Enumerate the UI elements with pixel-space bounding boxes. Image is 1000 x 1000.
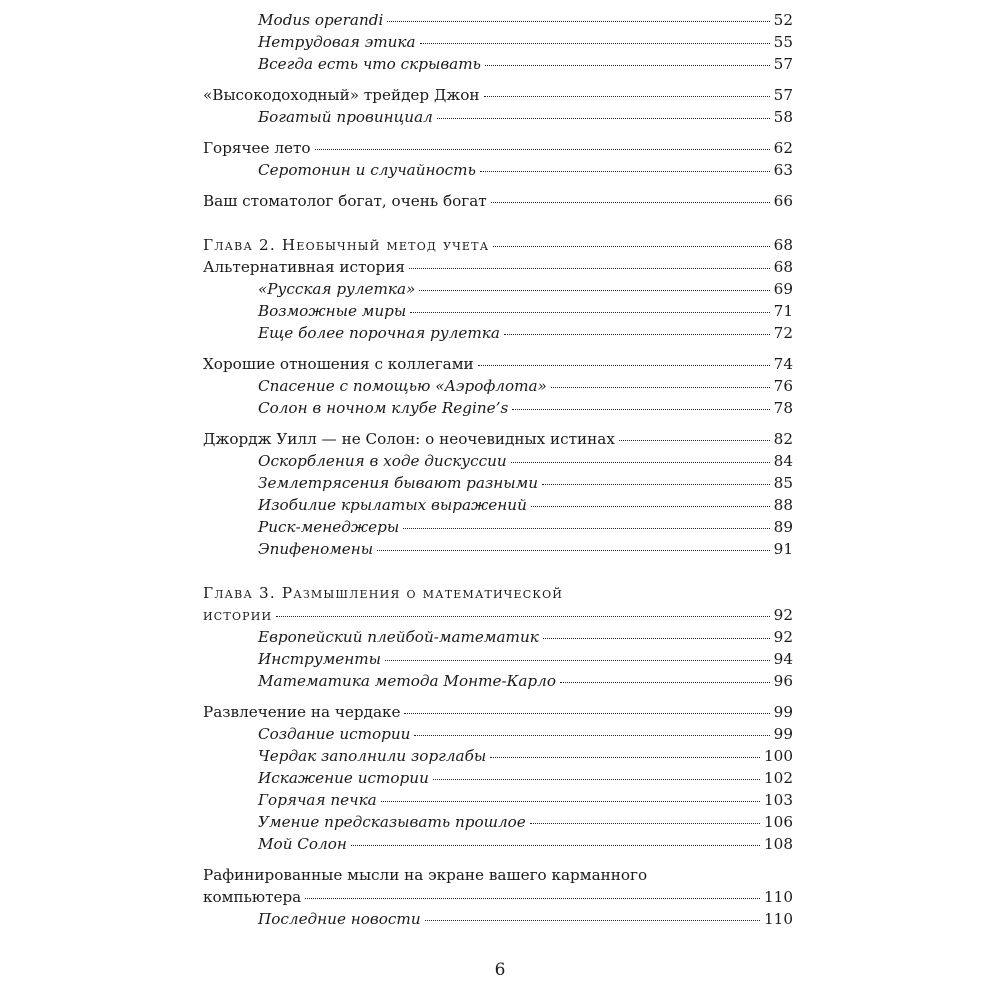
toc-entry-title: Горячее лето [203,139,311,157]
table-of-contents [203,9,793,930]
toc-entry-title: «Русская рулетка» [258,280,416,298]
toc-entry-page: 76 [773,377,793,395]
toc-entry-page: 89 [773,518,793,536]
chapter-title: Глава 2. Необычный метод учета [203,236,490,254]
dot-leader [414,735,769,736]
toc-entry-page: 84 [773,452,793,470]
toc-entry-page: 85 [773,474,793,492]
toc-entry [203,375,793,397]
toc-entry [203,833,793,855]
toc-entry [203,670,793,692]
toc-entry-title: Последние новости [258,910,421,928]
toc-entry [203,472,793,494]
toc-entry [203,626,793,648]
dot-leader [511,462,770,463]
dot-leader [276,616,769,617]
toc-entry-page: 63 [773,161,793,179]
toc-entry [203,767,793,789]
toc-entry-page: 78 [773,399,793,417]
toc-entry-page: 99 [773,703,793,721]
toc-entry-title: Умение предсказывать прошлое [258,813,526,831]
toc-entry-page: 58 [773,108,793,126]
toc-entry-title: компьютера [203,888,302,906]
toc-entry [203,353,793,375]
toc-entry-title: Горячая печка [258,791,377,809]
toc-entry [203,428,793,450]
dot-leader [437,118,770,119]
toc-entry-title: Создание истории [258,725,411,743]
toc-entry-title: Еще более порочная рулетка [258,324,500,342]
dot-leader [377,550,770,551]
toc-entry-title: Альтернативная история [203,258,405,276]
toc-entry-page: 110 [764,910,793,928]
dot-leader [385,660,770,661]
toc-entry-title: Мой Солон [258,835,347,853]
dot-leader [419,290,769,291]
toc-entry-page: 72 [773,324,793,342]
toc-entry-title: Хорошие отношения с коллегами [203,355,474,373]
toc-entry [203,701,793,723]
toc-entry-page: 106 [764,813,793,831]
dot-leader [543,638,770,639]
toc-entry-page: 74 [773,355,793,373]
toc-entry [203,723,793,745]
toc-entry-page: 55 [773,33,793,51]
toc-entry [203,516,793,538]
dot-leader [480,171,770,172]
toc-entry-page: 88 [773,496,793,514]
toc-entry [203,84,793,106]
toc-entry [203,538,793,560]
toc-entry-title: Чердак заполнили зорглабы [258,747,487,765]
toc-entry-page: 92 [773,606,793,624]
dot-leader [531,506,770,507]
dot-leader [315,149,770,150]
toc-entry-title: «Высокодоходный» трейдер Джон [203,86,480,104]
dot-leader [403,528,769,529]
dot-leader [433,779,760,780]
dot-leader [490,757,760,758]
toc-entry-page: 57 [773,86,793,104]
dot-leader [512,409,769,410]
dot-leader [619,440,770,441]
toc-entry-page: 99 [773,725,793,743]
toc-entry-page: 91 [773,540,793,558]
toc-entry-page: 82 [773,430,793,448]
toc-entry [203,450,793,472]
toc-entry [203,322,793,344]
toc-entry-page: 66 [773,192,793,210]
toc-entry-page: 103 [764,791,793,809]
dot-leader [410,312,769,313]
toc-entry-title: Эпифеномены [258,540,374,558]
toc-entry-title: Солон в ночном клубе Regine’s [258,399,509,417]
toc-entry [203,648,793,670]
toc-entry-title: Оскорбления в ходе дискуссии [258,452,507,470]
toc-entry-page: 96 [773,672,793,690]
dot-leader [478,365,770,366]
toc-entry [203,494,793,516]
toc-entry-title: Математика метода Монте-Карло [258,672,556,690]
dot-leader [542,484,770,485]
dot-leader [404,713,769,714]
toc-entry [203,159,793,181]
toc-entry-page: 52 [773,11,793,29]
toc-entry-title: Европейский плейбой-математик [258,628,539,646]
page-number: 6 [494,960,506,980]
dot-leader [409,268,770,269]
toc-entry-page: 92 [773,628,793,646]
toc-entry-title: Ваш стоматолог богат, очень богат [203,192,487,210]
toc-entry-title: Всегда есть что скрывать [258,55,481,73]
toc-entry-title: Развлечение на чердаке [203,703,401,721]
toc-entry-title: Спасение с помощью «Аэрофлота» [258,377,547,395]
toc-entry [203,31,793,53]
toc-entry-page: 100 [764,747,793,765]
dot-leader [305,898,760,899]
toc-entry-page: 94 [773,650,793,668]
toc-entry [203,604,793,626]
dot-leader [351,845,760,846]
toc-entry-page: 110 [764,888,793,906]
dot-leader [381,801,760,802]
toc-entry [203,397,793,419]
toc-entry-title: Землетрясения бывают разными [258,474,538,492]
dot-leader [493,246,769,247]
dot-leader [425,920,760,921]
toc-entry-title: Нетрудовая этика [258,33,416,51]
toc-entry [203,256,793,278]
toc-entry [203,137,793,159]
toc-entry-title: Возможные миры [258,302,407,320]
toc-entry-title: Риск-менеджеры [258,518,400,536]
toc-entry [203,234,793,256]
toc-entry [203,789,793,811]
dot-leader [530,823,760,824]
toc-entry-page: 71 [773,302,793,320]
toc-entry-page: 108 [764,835,793,853]
toc-entry-title: Искажение истории [258,769,429,787]
chapter-title: истории [203,606,273,624]
toc-entry-page: 68 [773,236,793,254]
toc-entry-title: Богатый провинциал [258,108,433,126]
toc-entry [203,811,793,833]
toc-entry [203,300,793,322]
toc-entry [203,886,793,908]
toc-entry-title: Изобилие крылатых выражений [258,496,527,514]
dot-leader [420,43,770,44]
dot-leader [504,334,770,335]
dot-leader [484,96,770,97]
toc-entry-page: 68 [773,258,793,276]
dot-leader [560,682,770,683]
dot-leader [387,21,769,22]
toc-entry [203,190,793,212]
toc-entry-page: 69 [773,280,793,298]
toc-entry [203,53,793,75]
dot-leader [485,65,770,66]
toc-entry [203,106,793,128]
chapter-title-line: Глава 3. Размышления о математической [203,584,564,602]
toc-entry-title: Джордж Уилл — не Солон: о неочевидных истинах [203,430,615,448]
toc-entry [203,278,793,300]
toc-entry [203,908,793,930]
toc-entry-title: Серотонин и случайность [258,161,476,179]
dot-leader [551,387,770,388]
toc-entry [203,745,793,767]
toc-entry [203,9,793,31]
toc-entry-title: Modus operandi [258,11,384,29]
dot-leader [491,202,770,203]
toc-entry-page: 62 [773,139,793,157]
toc-entry-title: Инструменты [258,650,382,668]
toc-entry-page: 102 [764,769,793,787]
toc-entry-title-line: Рафинированные мысли на экране вашего карманного [203,866,648,884]
toc-entry-page: 57 [773,55,793,73]
